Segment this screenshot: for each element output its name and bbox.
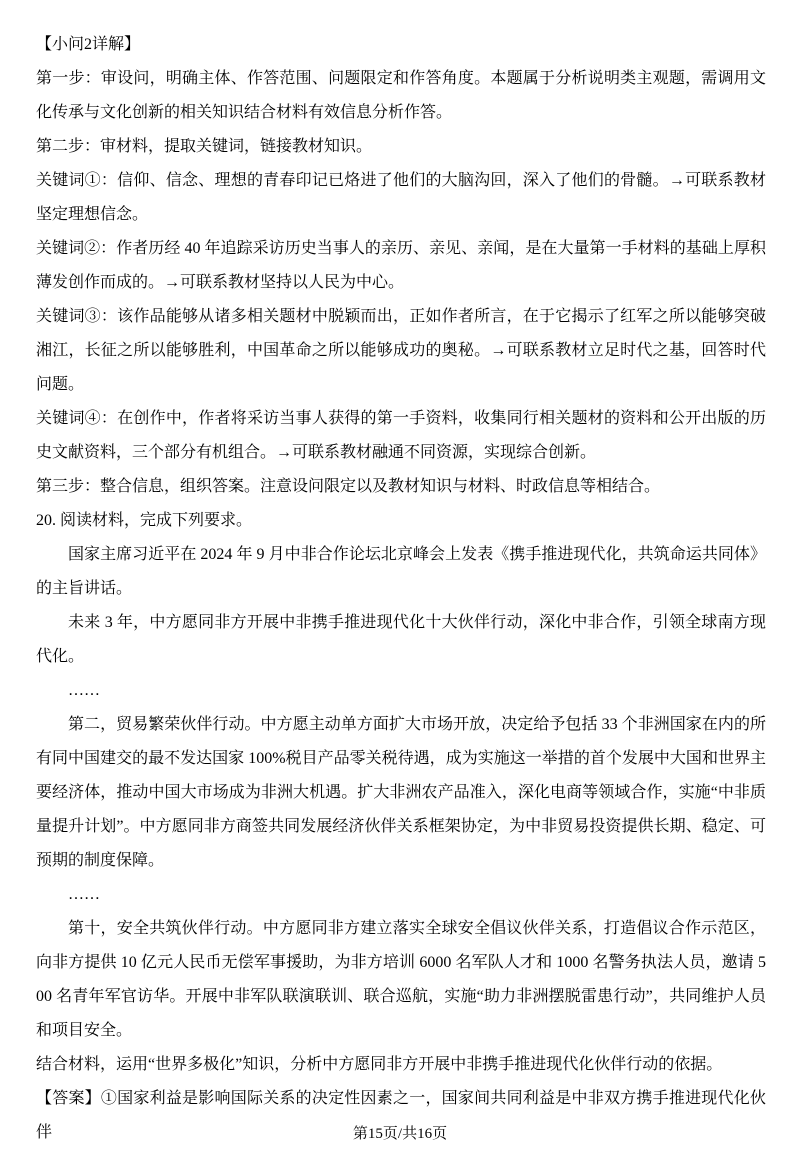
keyword2-text: 关键词②：作者历经 40 年追踪采访历史当事人的亲历、亲见、亲闻，是在大量第一手材料的基础上厚积薄发创作而成的。→可联系教材坚持以人民为中心。 bbox=[36, 240, 766, 291]
section-heading-subquestion2: 【小问2详解】 bbox=[36, 36, 141, 53]
keyword3-text: 关键词③：该作品能够从诸多相关题材中脱颖而出，正如作者所言，在于它揭示了红军之所以能够突破湘江，长征之所以能够胜利，中国革命之所以能够成功的奥秘。→可联系教材立足时代之基，回答时代问题。 bbox=[36, 308, 766, 393]
question-requirement-text: 结合材料，运用“世界多极化”知识，分析中方愿同非方开展中非携手推进现代化伙伴行动的依据。 bbox=[36, 1056, 723, 1073]
material-intro-paragraph: 国家主席习近平在 2024 年 9 月中非合作论坛北京峰会上发表《携手推进现代化，共筑命运共同体》的主旨讲话。 bbox=[36, 546, 766, 597]
answer-start-text: 【答案】①国家利益是影响国际关系的决定性因素之一，国家间共同利益是中非双方携手推进现代化伙伴 bbox=[36, 1090, 766, 1141]
step1-text: 第一步：审设问，明确主体、作答范围、问题限定和作答角度。本题属于分析说明类主观题，需调用文化传承与文化创新的相关知识结合材料有效信息分析作答。 bbox=[36, 70, 766, 121]
keyword4-text: 关键词④：在创作中，作者将采访当事人获得的第一手资料，收集同行相关题材的资料和公开出版的历史文献资料，三个部分有机组合。→可联系教材融通不同资源，实现综合创新。 bbox=[36, 410, 766, 461]
step2-text: 第二步：审材料，提取关键词，链接教材知识。 bbox=[36, 138, 373, 155]
page-footer: 第15页/共16页 bbox=[352, 1126, 448, 1142]
material-future-paragraph: 未来 3 年，中方愿同非方开展中非携手推进现代化十大伙伴行动，深化中非合作，引领全球南方现代化。 bbox=[36, 614, 766, 665]
material-ellipsis-2: …… bbox=[68, 886, 100, 903]
keyword1-text: 关键词①：信仰、信念、理想的青春印记已烙进了他们的大脑沟回，深入了他们的骨髓。→可联系教材坚定理想信念。 bbox=[36, 172, 766, 223]
material-trade-paragraph: 第二，贸易繁荣伙伴行动。中方愿主动单方面扩大市场开放，决定给予包括 33 个非洲国家在内的所有同中国建交的最不发达国家 100%税目产品零关税待遇，成为实施这一举措的首个发展中大国和世界主要经济体，推动中国大市场成为非洲大机遇。扩大非洲农产品准入，深化电商等领域合作，实施“中非质量提升计划”。中方愿同非方商签共同发展经济伙伴关系框架协定，为中非贸易投资提供长期、稳定、可预期的制度保障。 bbox=[36, 716, 766, 869]
question-20-title: 20. 阅读材料，完成下列要求。 bbox=[36, 512, 253, 529]
material-security-paragraph: 第十，安全共筑伙伴行动。中方愿同非方建立落实全球安全倡议伙伴关系，打造倡议合作示范区，向非方提供 10 亿元人民币无偿军事援助，为非方培训 6000 名军队人才和 1000 名警务执法人员，邀请 500 名青年军官访华。开展中非军队联演联训、联合巡航，实施“助力非洲摆脱雷患行动”，共同维护人员和项目安全。 bbox=[36, 920, 766, 1039]
step3-text: 第三步：整合信息，组织答案。注意设问限定以及教材知识与材料、时政信息等相结合。 bbox=[36, 478, 661, 495]
material-ellipsis-1: …… bbox=[68, 682, 100, 699]
